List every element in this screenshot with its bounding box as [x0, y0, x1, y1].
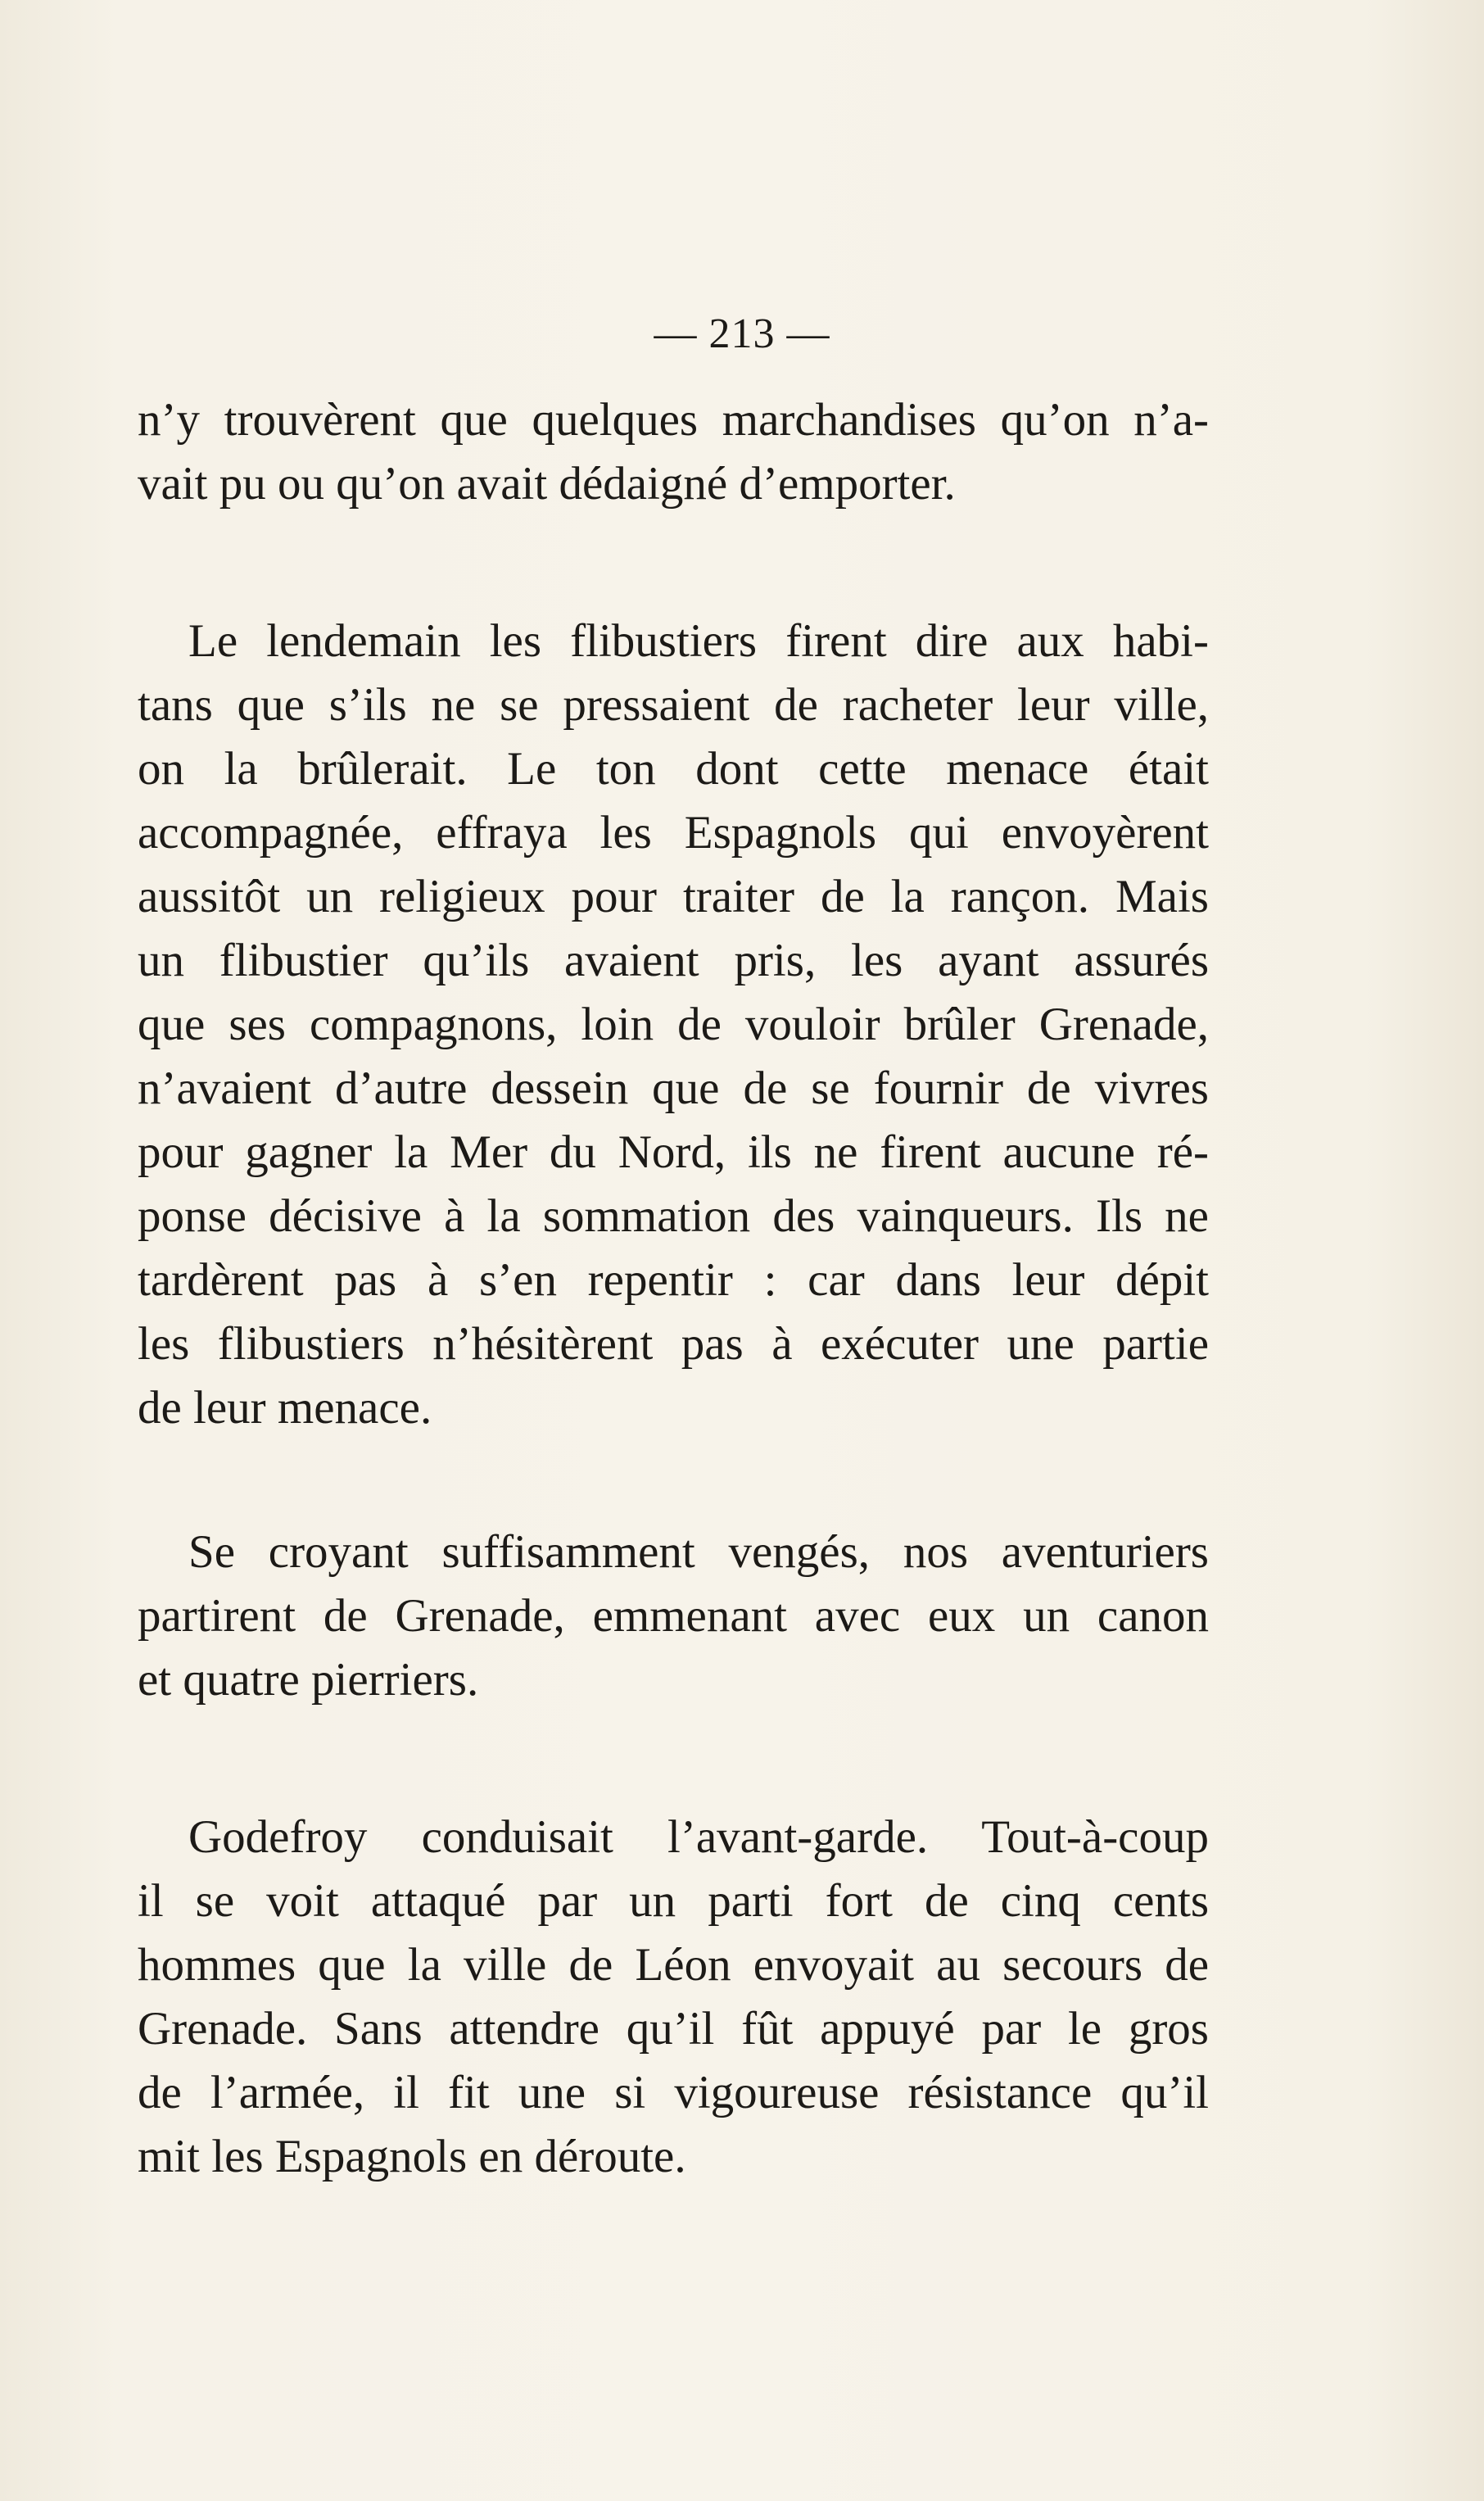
text-line: mit les Espagnols en déroute.	[138, 2131, 686, 2182]
text-line: partirent de Grenade, emmenant avec eux un canon	[138, 1590, 1209, 1642]
text-line: tans que s’ils ne se pressaient de racheter leur ville,	[138, 679, 1209, 731]
text-line: les flibustiers n’hésitèrent pas à exécuter une partie	[138, 1318, 1209, 1370]
text-line: il se voit attaqué par un parti fort de cinq cents	[138, 1875, 1209, 1927]
text-line: Grenade. Sans attendre qu’il fût appuyé par le gros	[138, 2003, 1209, 2055]
text-line: n’avaient d’autre dessein que de se fournir de vivres	[138, 1062, 1209, 1114]
text-line: Le lendemain les flibustiers firent dire aux habi-	[188, 615, 1209, 667]
text-line: Godefroy conduisait l’avant-garde. Tout-à-coup	[188, 1811, 1209, 1863]
text-line: pour gagner la Mer du Nord, ils ne firent aucune ré-	[138, 1126, 1209, 1178]
text-line: un flibustier qu’ils avaient pris, les ayant assurés	[138, 935, 1209, 986]
text-line: aussitôt un religieux pour traiter de la rançon. Mais	[138, 871, 1209, 922]
text-line: accompagnée, effraya les Espagnols qui envoyèrent	[138, 807, 1209, 859]
text-line: vait pu ou qu’on avait dédaigné d’emporter.	[138, 458, 956, 510]
text-line: n’y trouvèrent que quelques marchandises qu’on n’a-	[138, 394, 1209, 446]
paragraph-3	[138, 1520, 1209, 1712]
page-number-header: — 213 —	[654, 310, 830, 357]
text-line: de leur menace.	[138, 1382, 432, 1434]
paragraph-1	[138, 388, 1209, 516]
text-line: ponse décisive à la sommation des vainqueurs. Ils ne	[138, 1190, 1209, 1242]
text-line: tardèrent pas à s’en repentir : car dans leur dépit	[138, 1254, 1209, 1306]
text-line: et quatre pierriers.	[138, 1654, 479, 1706]
paragraph-4	[138, 1806, 1209, 2189]
text-line: de l’armée, il fit une si vigoureuse résistance qu’il	[138, 2067, 1209, 2118]
paragraph-2	[138, 609, 1209, 1440]
text-line: on la brûlerait. Le ton dont cette menace était	[138, 743, 1209, 795]
text-line: Se croyant suffisamment vengés, nos aventuriers	[188, 1526, 1209, 1578]
text-line: que ses compagnons, loin de vouloir brûler Grenade,	[138, 999, 1209, 1050]
text-line: hommes que la ville de Léon envoyait au secours de	[138, 1939, 1209, 1991]
